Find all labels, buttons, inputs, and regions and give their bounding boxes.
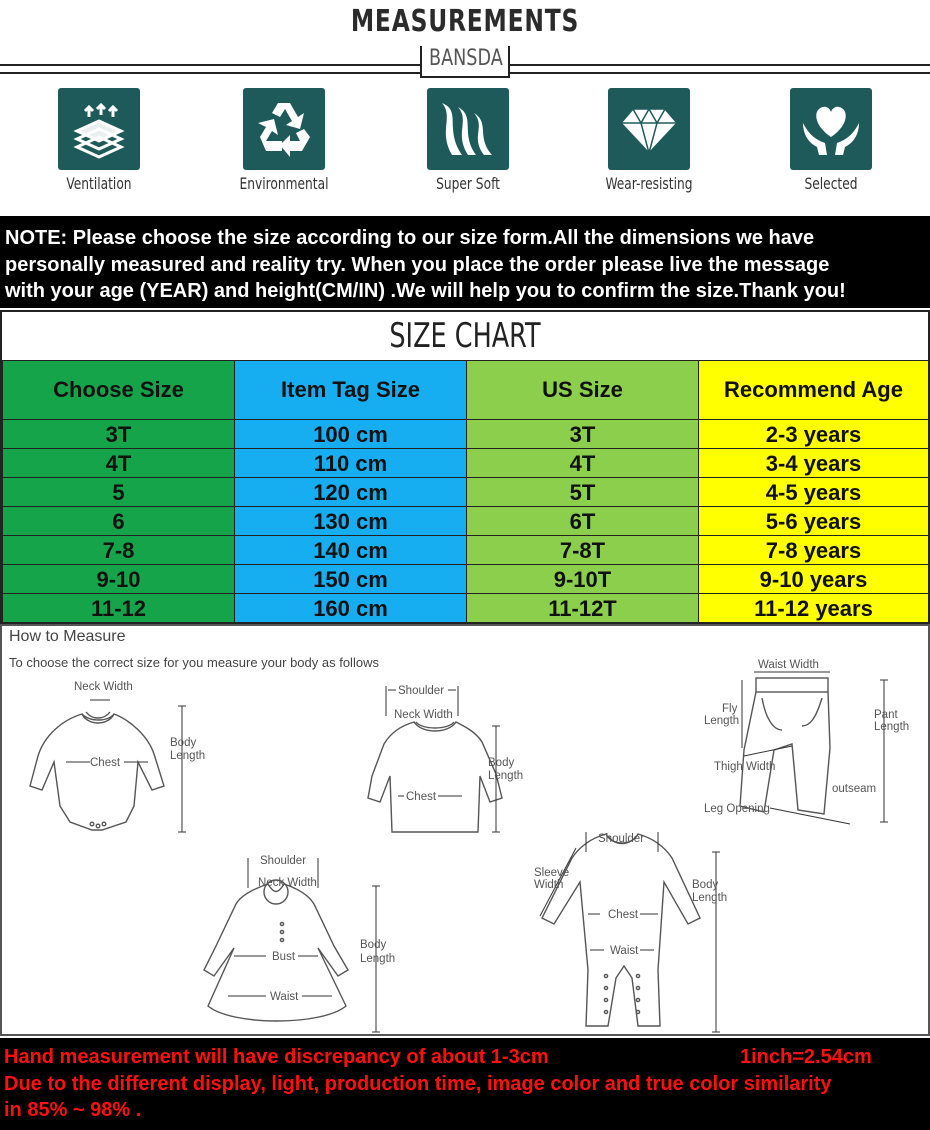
table-cell: 11-12 xyxy=(3,594,235,623)
table-cell: 150 cm xyxy=(235,565,467,594)
column-header: Recommend Age xyxy=(699,361,929,420)
label-length: Length xyxy=(170,750,206,762)
size-table-body xyxy=(3,420,929,623)
label-outseam: outseam xyxy=(832,783,877,795)
sweater-illustration xyxy=(368,722,502,832)
label-body: Body xyxy=(488,757,515,769)
note-line: with your age (YEAR) and height(CM/IN) .We will help you to confirm the size.Thank you! xyxy=(5,280,846,302)
label-body: Body xyxy=(360,939,387,951)
table-cell: 5 xyxy=(3,478,235,507)
table-cell: 160 cm xyxy=(235,594,467,623)
label-length: Length xyxy=(692,892,728,904)
table-cell: 6T xyxy=(467,507,699,536)
table-row xyxy=(3,478,929,507)
table-cell: 130 cm xyxy=(235,507,467,536)
feature-super-soft xyxy=(403,88,533,198)
label-waist-width: Waist Width xyxy=(758,659,819,671)
size-chart xyxy=(0,310,930,624)
label-sleeve-width: Width xyxy=(534,879,564,891)
feature-label: Super Soft xyxy=(436,174,500,193)
label-waist: Waist xyxy=(270,991,299,1003)
table-cell: 110 cm xyxy=(235,449,467,478)
feature-label: Environmental xyxy=(239,174,329,193)
label-pant: Pant xyxy=(874,709,898,721)
table-row xyxy=(3,536,929,565)
feature-label: Selected xyxy=(804,174,858,193)
feature-selected xyxy=(766,88,896,198)
pants-illustration xyxy=(740,678,830,814)
recycle-icon xyxy=(243,88,325,170)
table-row xyxy=(3,594,929,623)
table-cell: 3-4 years xyxy=(699,449,929,478)
brand-name: BANSDA xyxy=(429,46,503,71)
table-row xyxy=(3,449,929,478)
label-pant-length: Length xyxy=(874,721,910,733)
disclaimer-footer xyxy=(0,1038,930,1130)
table-cell: 7-8T xyxy=(467,536,699,565)
table-cell: 3T xyxy=(3,420,235,449)
table-cell: 2-3 years xyxy=(699,420,929,449)
how-to-measure-title: How to Measure xyxy=(9,628,126,645)
label-shoulder: Shoulder xyxy=(260,855,307,867)
measurement-diagrams xyxy=(2,626,928,1034)
table-cell: 7-8 xyxy=(3,536,235,565)
label-neck-width: Neck Width xyxy=(258,877,317,889)
table-row xyxy=(3,507,929,536)
inch-conversion: 1inch=2.54cm xyxy=(740,1046,872,1068)
label-body: Body xyxy=(692,879,719,891)
label-thigh-width: Thigh Width xyxy=(714,761,776,773)
table-cell: 120 cm xyxy=(235,478,467,507)
size-note xyxy=(0,216,930,308)
table-cell: 5T xyxy=(467,478,699,507)
table-cell: 140 cm xyxy=(235,536,467,565)
heart-hands-icon xyxy=(790,88,872,170)
how-to-measure-panel xyxy=(0,624,930,1036)
label-chest: Chest xyxy=(608,909,639,921)
table-cell: 6 xyxy=(3,507,235,536)
size-table xyxy=(2,360,929,623)
table-header-row xyxy=(3,361,929,420)
table-cell: 11-12 years xyxy=(699,594,929,623)
table-row xyxy=(3,565,929,594)
table-cell: 4T xyxy=(467,449,699,478)
label-fly-length: Length xyxy=(704,715,740,727)
label-chest: Chest xyxy=(406,791,437,803)
column-header: Choose Size xyxy=(3,361,235,420)
label-length: Length xyxy=(360,953,396,965)
ventilation-icon xyxy=(58,88,140,170)
feature-ventilation xyxy=(34,88,164,198)
label-shoulder: Shoulder xyxy=(398,685,445,697)
label-length: Length xyxy=(488,770,524,782)
diamond-icon xyxy=(608,88,690,170)
bodysuit-illustration xyxy=(30,712,164,830)
footer-line: Hand measurement will have discrepancy of about 1-3cm xyxy=(4,1046,549,1068)
header-rule-left xyxy=(0,64,420,74)
feature-label: Wear-resisting xyxy=(605,174,693,193)
table-cell: 100 cm xyxy=(235,420,467,449)
label-shoulder: Shoulder xyxy=(598,833,645,845)
page-title: MEASUREMENTS xyxy=(350,4,580,39)
feature-environmental xyxy=(219,88,349,198)
label-neck-width: Neck Width xyxy=(74,681,133,693)
table-cell: 9-10 xyxy=(3,565,235,594)
table-cell: 9-10T xyxy=(467,565,699,594)
label-body: Body xyxy=(170,737,197,749)
label-sleeve: Sleeve xyxy=(534,867,570,879)
size-chart-title: SIZE CHART xyxy=(389,316,541,356)
page-header xyxy=(0,0,930,85)
romper-illustration xyxy=(542,834,700,1026)
label-neck-width: Neck Width xyxy=(394,709,453,721)
table-cell: 3T xyxy=(467,420,699,449)
header-rule-right xyxy=(510,64,930,74)
note-line: NOTE: Please choose the size according to our size form.All the dimensions we have xyxy=(5,227,815,249)
waves-icon xyxy=(427,88,509,170)
table-cell: 5-6 years xyxy=(699,507,929,536)
label-bust: Bust xyxy=(272,951,296,963)
table-cell: 4-5 years xyxy=(699,478,929,507)
column-header: US Size xyxy=(467,361,699,420)
label-leg-opening: Leg Opening xyxy=(704,803,770,815)
feature-label: Ventilation xyxy=(66,174,132,193)
table-cell: 7-8 years xyxy=(699,536,929,565)
label-chest: Chest xyxy=(90,757,121,769)
footer-line: in 85% ~ 98% . xyxy=(4,1099,142,1121)
label-fly: Fly xyxy=(722,703,738,715)
note-line: personally measured and reality try. When you place the order please live the message xyxy=(5,253,830,276)
table-row xyxy=(3,420,929,449)
how-to-measure-subtitle: To choose the correct size for you measure your body as follows xyxy=(9,655,379,670)
label-waist: Waist xyxy=(610,945,639,957)
footer-line: Due to the different display, light, production time, image color and true color similarity xyxy=(4,1072,832,1095)
column-header: Item Tag Size xyxy=(235,361,467,420)
table-cell: 11-12T xyxy=(467,594,699,623)
feature-wear-resisting xyxy=(584,88,714,198)
table-cell: 4T xyxy=(3,449,235,478)
table-cell: 9-10 years xyxy=(699,565,929,594)
